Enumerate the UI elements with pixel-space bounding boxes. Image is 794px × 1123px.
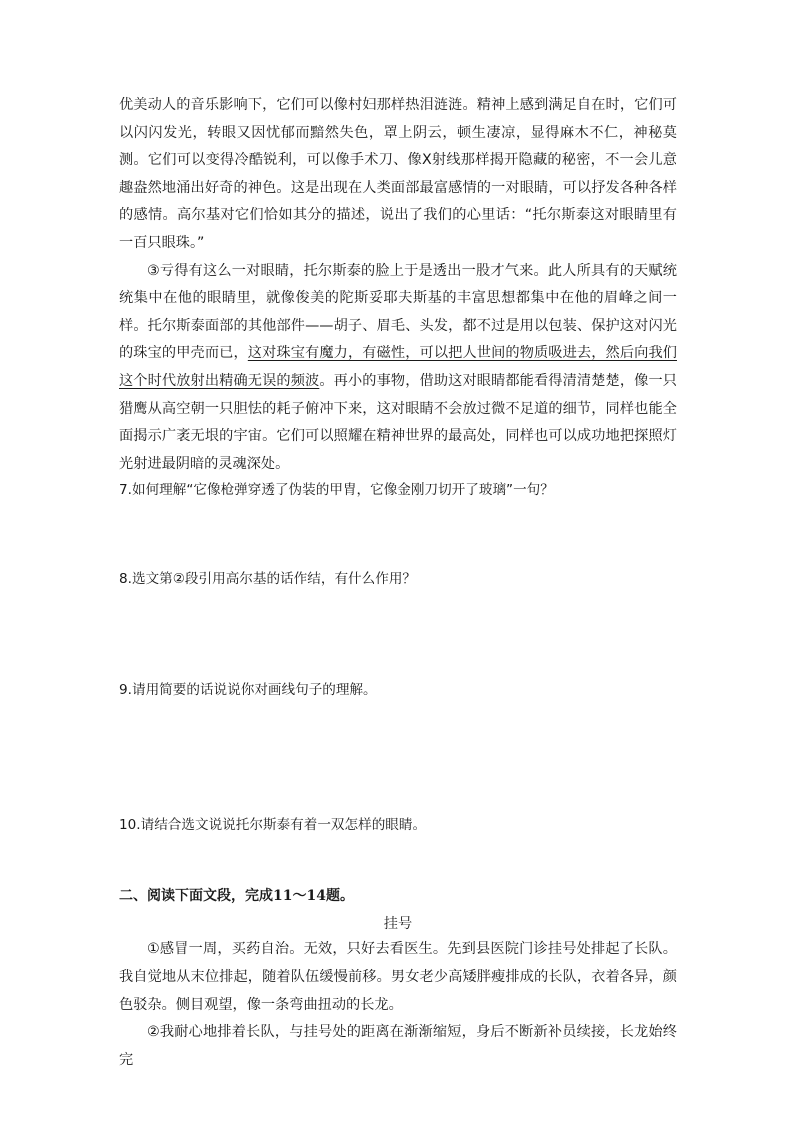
question-9: 9.请用简要的话说说你对画线句子的理解。 [119,682,377,699]
paragraph-3-text-after: 。再小的事物，借助这对眼睛都能看得清清楚楚，像一只猎鹰从高空朝一只胆怯的耗子俯冲下来，这对眼睛不会放过微不足道的细节，同样也能全面揭示广袤无垠的宇宙。它们可以照耀在精神世界的最高处，同样也可以成功地把探照灯光射进最阴暗的灵魂深处。 [119,372,677,472]
article-paragraph-2: ②我耐心地排着长队，与挂号处的距离在渐渐缩短，身后不断新补员续接，长龙始终完 [119,1024,677,1068]
document-page [119,92,677,1074]
passage-paragraph-2-tail: 优美动人的音乐影响下，它们可以像村妇那样热泪涟涟。精神上感到满足自在时，它们可以闪闪发光，转眼又因忧郁而黯然失色，罩上阴云，顿生凄凉，显得麻木不仁，神秘莫测。它们可以变得冷酷锐利，可以像手术刀、像X射线那样揭开隐藏的秘密，不一会儿意趣盎然地涌出好奇的神色。这是出现在人类面部最富感情的一对眼睛，可以抒发各种各样的感情。高尔基对它们恰如其分的描述，说出了我们的心里话：“托尔斯泰这对眼睛里有一百只眼珠。” [119,97,677,251]
passage-paragraph-3 [119,258,677,479]
question-7: 7.如何理解“它像枪弹穿透了伪装的甲胄，它像金刚刀切开了玻璃”一句？ [119,482,554,499]
article-paragraph-1: ①感冒一周，买药自治。无效，只好去看医生。先到县医院门诊挂号处排起了长队。我自觉地从末位排起，随着队伍缓慢前移。男女老少高矮胖瘦排成的长队，衣着各异，颜色驳杂。侧目观望，像一条弯曲扭动的长龙。 [119,941,677,1013]
question-10: 10.请结合选文说说托尔斯泰有着一双怎样的眼睛。 [119,817,427,834]
question-8: 8.选文第②段引用高尔基的话作结，有什么作用？ [119,571,417,588]
article-title: 挂号 [383,916,413,933]
paragraph-3-text-before: ③亏得有这么一对眼睛，托尔斯泰的脸上于是透出一股才气来。此人所具有的天赋统统集中在他的眼睛里，就像俊美的陀斯妥耶夫斯基的丰富思想都集中在他的眉峰之间一样。托尔斯泰面部的其他部件——胡子、眉毛、头发，都不过是用以包装、保护这对闪光的珠宝的甲壳而已， [119,262,677,362]
section-2-heading: 二、阅读下面文段，完成11～14题。 [119,888,354,905]
underlined-sentence: 这对珠宝有魔力，有磁性，可以把人世间的物质吸进去，然后向我们这个时代放射出精确无误的频波 [119,345,677,389]
